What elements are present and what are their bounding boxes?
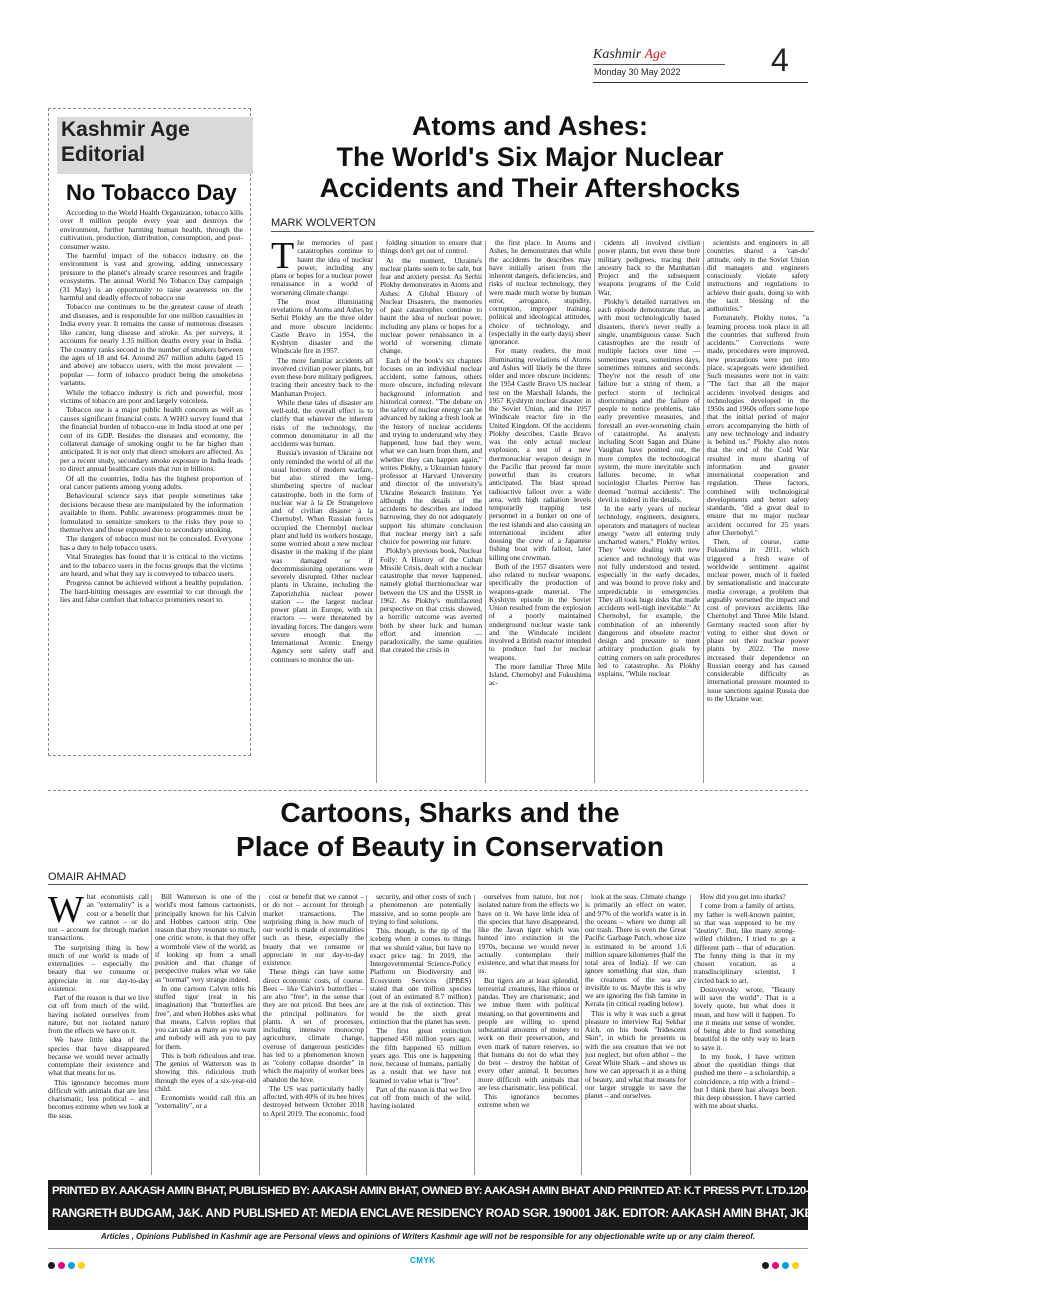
article2-title-line2: Place of Beauty in Conservation bbox=[236, 831, 664, 862]
article1-paragraph: The most illuminating revelations of Atoms and Ashes by Serhii Plokhy are the three older and more obscure incidents: Castle Bravo in 1954, the Kyshtym disaster and the Windscale fire in 1957. bbox=[271, 296, 373, 356]
article2-paragraph: This is why it was such a great pleasure to interview Raj Sekhar Aich, on his book "Iridescent Skin", in which he presents us with the sea creature that we not just neglect, but often abhor – the Great White Shark – and shows us how we can approach it as a thing of beauty, and what that means for our larger struggle to save the planet – and ourselves. bbox=[585, 1008, 686, 1100]
article1-column bbox=[271, 235, 373, 785]
registration-dot bbox=[78, 1262, 85, 1269]
article2-paragraph: Economists would call this an "externality", or a bbox=[155, 1093, 256, 1111]
page-number: 4 bbox=[771, 42, 789, 78]
article1-paragraph: Russia's invasion of Ukraine not only reminded the world of all the usual horrors of modern warfare, but also stirred the long-slumbering spectre of nuclear catastrophe, both in the form of nuclear war à la Dr Strangelove and of civilian disaster à la Chernobyl. When Russian forces occupied the Chernobyl nuclear plant and held its workers hostage, some worried about a new nuclear disaster in the making if the plant was damaged or if decommissioning operations were severely disrupted. Other nuclear plants in Ukraine, including the Zaporizhzhia nuclear power station — the largest nuclear power plant in Europe, with six reactors — were threatened by invading forces. The dangers were severe enough that the International Atomic Energy Agency sent safety staff and continues to monitor the un- bbox=[271, 448, 373, 664]
article2-paragraph: I come from a family of artists, my father is well-known painter, so that was supposed to be my "destiny". But, like many strong-willed children, I tried to go a different path – that of education. The funny thing is that in my chosen vocation, as a transdisciplinary scientist, I circled back to art. bbox=[694, 901, 795, 985]
article2-paragraph: In my book, I have written about the quotidian things that pushed me there – a scholarship, a coincidence, a trip with a friend – but I think there has always been this deep obsession. I have carried with me about sharks. bbox=[694, 1051, 795, 1111]
disclaimer: Articles , Opinions Published in Kashmir age are Personal views and opinions of Writers Kashmir age will not be responsible for any objectionable write up or any claim thereof. bbox=[100, 1232, 756, 1241]
article2-paragraph: ourselves from nature, but not isolated nature from the effects we have on it. We have little idea of the species that have disappeared, like the Javan tiger which was hunted into extinction in the 1970s, because we would never actually contemplate their existence, and what that means for us. bbox=[478, 892, 579, 976]
article2-paragraph: We have little idea of the species that have disappeared because we would never actually contemplate their existence and what that means for us. bbox=[48, 1035, 149, 1078]
cmyk-label: CMYK bbox=[410, 1256, 436, 1265]
masthead-date: Monday 30 May 2022 bbox=[594, 67, 681, 77]
article2-column bbox=[48, 889, 149, 1177]
editorial-paragraph: The dangers of tobacco must not be concealed. Everyone has a duty to help tobacco users. bbox=[60, 534, 243, 552]
article1-paragraph: Fortunately, Plokhy notes, "a learning process took place in all the countries that suffered from accidents." Corrections were made, procedures were improved, new precautions were put into place, scapegoats were identified. Such measures were not in vain: "The fact that all the major accidents involved designs and technologies developed in the 1950s and 1960s offers some hope that the initial period of major errors accompanying the birth of any new technology and industry is behind us." Plokhy also notes that the end of the Cold War resulted in more sharing of information and greater international cooperation and regulation. These factors, combined with technological developments and better safety standards, "did a great deal to ensure that no major nuclear accident occurred for 25 years after Chernobyl." bbox=[707, 313, 809, 537]
article1-title-line2: The World's Six Major Nuclear bbox=[336, 142, 724, 172]
editorial-title: No Tobacco Day bbox=[66, 180, 237, 205]
article2-paragraph: Dostoyevsky wrote, "Beauty will save the world". That is a lovely quote, but what does it mean, and how will it happen. To me it means our sense of wonder, of being able to find something beautiful is the only way to learn to save it. bbox=[694, 984, 795, 1052]
article2-paragraph: But tigers are at least splendid, terrestrial creatures, like rhinos or pandas. They are charismatic, and we imbue them with political meaning, so that governments and people are willing to spend substantial amounts of money to work on their preservation, and even mark of nature reserves, so that humans do not do what they do best – destroy the habitat of every other animal. It becomes more difficult with animals that are less charismatic, less political. bbox=[478, 975, 579, 1092]
article2-column bbox=[694, 893, 795, 1177]
article1-dropcap: T bbox=[271, 235, 295, 277]
article2-title-line1: Cartoons, Sharks and the bbox=[280, 797, 620, 828]
article1-paragraph: The more familiar Three Mile Island, Chernobyl and Fukushima ac- bbox=[489, 661, 591, 688]
article2-paragraph: cost or benefit that we cannot – or do not – account for through market transactions. The surprising thing is how much of our world is made of externalities such as these, especially the beauty that we consume or appreciate in our day-to-day existence. bbox=[263, 892, 364, 967]
registration-dot bbox=[48, 1262, 55, 1269]
editorial-paragraph: Progress cannot be achieved without a healthy population. The hard-hitting messages are essential to cut through the lies and false comfort that tobacco promoters resort to. bbox=[60, 578, 243, 605]
article2-byline: OMAIR AHMAD bbox=[48, 871, 127, 883]
article1-paragraph: Each of the book's six chapters focuses on an individual nuclear accident, some famous, others more obscure, including relevant background information and historical context. "The debate on the safety of nuclear energy can be advanced by taking a fresh look at the history of nuclear accidents and trying to understand why they happened, how bad they were, what we can learn from them, and whether they can happen again," writes Plokhy, a Ukrainian history professor at Harvard University and director of the university's Ukraine Research Institute. Yet although the details of the accidents he describes are indeed harrowing, they do not adequately support his ultimate conclusion that nuclear energy isn't a safe choice for powering our future. bbox=[380, 355, 482, 546]
editorial-label-line1: Kashmir Age bbox=[61, 118, 190, 141]
article1-paragraph: folding situation to ensure that things don't get out of control. bbox=[380, 238, 482, 256]
article1-paragraph: Both of the 1957 disasters were also related to nuclear weapons, specifically the production of weapons-grade material. The Kyshtym episode in the Soviet Union resulted from the explosion of a poorly maintained underground nuclear waste tank and the Windscale incident involved a British reactor intended to produce fuel for nuclear weapons. bbox=[489, 561, 591, 662]
article2-paragraph: What economists call an "externality" is a cost or a benefit that we cannot – or do not – account for through market transactions. bbox=[48, 889, 149, 943]
article2-paragraph: The surprising thing is how much of our world is made of externalities – especially the beauty that we consume or appreciate in our day-to-day existence. bbox=[48, 942, 149, 993]
article1-paragraph: Plokhy's previous book, Nuclear Folly: A History of the Cuban Missile Crisis, dealt with a nuclear catastrophe that never happened, namely global thermonuclear war between the US and the USSR in 1962. As Plokhy's multifaceted perspective on that crisis showed, a horrific outcome was averted both by sheer luck and human effort and intention — paradoxically, the same qualities that created the crisis in bbox=[380, 546, 482, 655]
article1-title bbox=[300, 111, 760, 204]
article2-column bbox=[585, 893, 686, 1177]
masthead-brand-part2: Age bbox=[644, 47, 667, 62]
article2-dropcap: W bbox=[48, 889, 84, 931]
article2-paragraph: The first great extinction happened 450 million years ago, the fifth happened 65 million years ago. This one is happening now, because of humans, partially as a result that we have not learned to value what is "free". bbox=[370, 1026, 471, 1085]
article1-column bbox=[380, 239, 482, 785]
article1-paragraph: cidents all involved civilian power plants, but even these bore military pedigrees, tracing their ancestry back to the Manhattan Project and the subsequent weapons programs of the Cold War. bbox=[598, 238, 700, 297]
editorial-paragraph: Tobacco use is a major public health concern as well as causes significant financial costs. A WHO survey found that the financial burden of tobacco-use in India stood at one per cent of its GDP. Besides the diseases and economy, the collateral damage of smoking ought to be far higher than anticipated. It is not only that direct smokers are affected. As per a recent study, secondary smoke exposure in India leads to direct annual healthcare costs that run in billions. bbox=[60, 405, 243, 474]
editorial-paragraph: Vital Strategies has found that it is critical to the victims and to the tobacco users in the focus groups that the victims are heard, and what they say is conveyed to tobacco users. bbox=[60, 552, 243, 579]
article1-title-line1: Atoms and Ashes: bbox=[411, 111, 649, 141]
article1-byline: MARK WOLVERTON bbox=[271, 217, 376, 229]
article2-paragraph: Part of the reason is that we live cut off from much of the wild, having isolated bbox=[370, 1084, 471, 1111]
editorial-paragraph: According to the World Health Organization, tobacco kills over 8 million people every year and destroys the environment, further harming human health, through the cultivation, production, distribution, consumption, and post-consumer waste. bbox=[60, 208, 243, 251]
article1-paragraph: the first place. In Atoms and Ashes, he demonstrates that while the accidents he describes may have initially arisen from the inherent dangers, deficiencies, and risks of nuclear technology, they were made much worse by human error, arrogance, stupidity, corruption, improper training, political and ideological attitudes, choice of technology, and (especially in the early days) sheer ignorance. bbox=[489, 238, 591, 346]
registration-dot bbox=[68, 1262, 75, 1269]
article2-paragraph: This is both ridiculous and true. The genius of Watterson was in showing this ridiculous truth through the eyes of a six-year-old child. bbox=[155, 1050, 256, 1093]
registration-dot bbox=[782, 1262, 789, 1269]
article2-paragraph: Part of the reason is that we live cut off from much of the wild, having isolated ourselves from nature, but not isolated nature from the effects we have on it. bbox=[48, 993, 149, 1035]
registration-dot bbox=[58, 1262, 65, 1269]
article2-paragraph: security, and other costs of such a phenomenon are potentially massive, and so some people are trying to find solutions. bbox=[370, 892, 471, 926]
editorial-paragraph: Of all the countries, India has the highest proportion of oral cancer patients among young adults. bbox=[60, 473, 243, 491]
editorial-paragraph: Tobacco use continues to be the greatest cause of death and diseases, and is responsible for one million casualties in India every year. It remains the cause of numerous diseases like cancer, lung disease and stroke. As per surveys, it accounts for nearly 1.35 million deaths every year in India. The country ranks second in the number of smokers between the ages of 18 and 64. Around 267 million adults (aged 15 and above) are tobacco users, with the most prevalent — popular — form of tobacco product being the smokeless variants. bbox=[60, 302, 243, 388]
article2-column bbox=[263, 893, 364, 1177]
article2-paragraph: These things can have some direct economic costs, of course. Bees – like Calvin's butterflies – are also "free", in the sense that they are not priced. But bees are the principal pollinators for plants. A set of processes, including intensive monocrop agriculture, climate change, overuse of dangerous pesticides has led to a phenomenon known as "colony collapse disorder" in which the majority of worker bees abandon the hive. bbox=[263, 967, 364, 1084]
editorial-body bbox=[60, 209, 243, 749]
editorial-label-line2: Editorial bbox=[61, 143, 146, 166]
article1-paragraph: In the early years of nuclear technology, engineers, designers, operators and managers of nuclear energy "were all entering truly uncharted waters," Plokhy writes. They "were dealing with new science and technology that was not fully understood and tested, especially in the early decades, and was bound to prove risky and unpredictable in emergencies. They all took huge risks that made accidents well-nigh inevitable." At Chernobyl, for example, the combination of an inherently dangerous and obsolete reactor design and pressure to meet arbitrary production goals by cutting corners on safe procedures led to catastrophe. As Plokhy explains, "While nuclear bbox=[598, 504, 700, 678]
article2-title bbox=[170, 796, 730, 864]
registration-dot bbox=[762, 1262, 769, 1269]
article1-paragraph: At the moment, Ukraine's nuclear plants seem to be safe, but fear and anxiety persist. As Serhii Plokhy demonstrates in Atoms and Ashes: A Global History of Nuclear Disasters, the memories of past catastrophes continue to haunt the idea of nuclear power, including any plans or hopes for a nuclear power renaissance in a world of worsening climate change. bbox=[380, 255, 482, 356]
article1-column bbox=[707, 239, 809, 785]
article2-paragraph: In one cartoon Calvin tells his stuffed tiger (real in his imagination) that "butterflies are free", and when Hobbes asks what that means, Calvin replies that you can take as many as you want and nobody will ask you to pay for them. bbox=[155, 983, 256, 1051]
article1-paragraph: scientists and engineers in all countries shared a 'can-do' attitude, only in the Soviet Union did managers and engineers consciously violate safety instructions and regulations to achieve their goals, doing so with the tacit blessing of the authorities." bbox=[707, 238, 809, 313]
article1-title-line3: Accidents and Their Aftershocks bbox=[319, 173, 741, 203]
article2-column bbox=[478, 893, 579, 1177]
editorial-paragraph: Behavioural science says that people sometimes take decisions because these are manipulated by the information available to them. Public awareness programmes must be formulated to sensitize smokers to the risks they pose to themselves and those exposed due to secondary smoking. bbox=[60, 491, 243, 535]
article1-column bbox=[598, 239, 700, 785]
article2-paragraph: This, though, is the tip of the iceberg when it comes to things that we should value, but have no exact price tag. In 2019, the Intergovernmental Science-Policy Platform on Biodiversity and Ecosystem Services (IPBES) stated that one million species (out of an estimated 8.7 million) are at the risk of extinction. This would be the sixth great extinction that the planet has seen. bbox=[370, 926, 471, 1026]
article2-column bbox=[370, 893, 471, 1177]
editorial-paragraph: The harmful impact of the tobacco industry on the environment is vast and growing, adding unnecessary pressure to the planet's already scarce resources and fragile ecosystems. The annual World No Tobacco Day campaign (31 May) is an opportunity to raise awareness on the harmful and deadly effects of tobacco use bbox=[60, 251, 243, 303]
masthead-brand-part1: Kashmir bbox=[593, 47, 645, 62]
registration-dots-right bbox=[762, 1256, 802, 1274]
masthead-brand bbox=[593, 47, 666, 63]
masthead bbox=[593, 42, 793, 80]
article2-paragraph: This ignorance becomes more difficult with animals that are less charismatic, less political – and becomes extreme when we look at the seas. bbox=[48, 1077, 149, 1120]
article1-paragraph: Then, of course, came Fukushima in 2011, which triggered a fresh wave of worldwide sentiment against nuclear power, much of it fueled by sensationalistic and inaccurate media coverage, a problem that arguably worsened the impact and cost of previous accidents like Chernobyl and Three Mile Island. Germany reacted soon after by voting to either shut down or phase out their nuclear power plants by 2022. The move increased their dependence on Russian energy and has caused considerable difficulty as international pressure mounted to issue sanctions against Russia due to the Ukraine war. bbox=[707, 537, 809, 703]
imprint-line2: RANGRETH BUDGAM, J&K. AND PUBLISHED AT: MEDIA ENCLAVE RESIDENCY ROAD SGR. 190001 J&K. EDITOR: AAKASH AMIN BHAT, JKENG/2006/23952 bbox=[52, 1206, 892, 1220]
article2-column bbox=[155, 893, 256, 1177]
article1-column bbox=[489, 239, 591, 785]
article2-paragraph: The US was particularly badly affected, with 40% of its bee hives destroyed between October 2018 to April 2019. The economic, food bbox=[263, 1083, 364, 1118]
article1-paragraph: Plokhy's detailed narratives on each episode demonstrate that, as with most technologically based disasters, there's never really a single, unambiguous cause. Such catastrophes are the result of multiple factors over time — sometimes years, sometimes days, sometimes minutes and seconds. They're not the result of one failure but a string of them, a perfect storm of technical shortcomings and the failure of people to notice problems, take early preventive measures, and forestall an ever-worsening chain of catastrophe. As analysts including Scott Sagan and Diane Vaughan have pointed out, the more complex the technological system, the more inevitable such failures become, in what sociologist Charles Perrow has deemed "normal accidents". The devil is indeed in the details. bbox=[598, 296, 700, 504]
registration-dot bbox=[792, 1262, 799, 1269]
registration-dots-left bbox=[48, 1256, 88, 1274]
article2-paragraph: This ignorance becomes extreme when we bbox=[478, 1092, 579, 1110]
article2-paragraph: look at the seas. Climate change is primarily an effect on water, and 97% of the world's water is in the oceans – where we dump all our trash. There is even the Great Pacific Garbage Patch, whose size is estimated to be around 1.6 million square kilometres (half the total area of India). If we can ignore something that size, than the creatures of the sea are invisible to us. Maybe this is why we are ignoring the fish famine in Kerala (in critical reading below). bbox=[585, 892, 686, 1009]
article2-paragraph: How did you get into sharks? bbox=[700, 892, 786, 901]
editorial-paragraph: While the tobacco industry is rich and powerful, most victims of tobacco are poor and largely voiceless. bbox=[60, 387, 243, 405]
article2-paragraph: Bill Watterson is one of the world's most famous cartoonists, principally known for his Calvin and Hobbes cartoon strip. One reason that they resonate so much, one critic wrote, is that they offer a wormhole view of the world, as if looking up from a small position and that change of perspective makes what we take as "normal" very strange indeed. bbox=[155, 892, 256, 984]
imprint-line1: PRINTED BY. AAKASH AMIN BHAT, PUBLISHED BY: AAKASH AMIN BHAT, OWNED BY: AAKASH AMIN BHAT AND PRINTED AT: K.T PRESS PVT. LTD.120- ELECTRONIC COMPLEX INDUSTRIAL ESTATE bbox=[52, 1185, 1044, 1197]
editorial-label bbox=[61, 117, 190, 167]
article1-paragraph: The more familiar accidents all involved civilian power plants, but even these bore military pedigrees, tracing their ancestry back to the Manhattan Project. bbox=[271, 355, 373, 398]
article1-paragraph: The memories of past catastrophes continue to haunt the idea of nuclear power, including any plans or hopes for a nuclear power renaissance in a world of worsening climate change. bbox=[271, 235, 373, 297]
registration-dot bbox=[772, 1262, 779, 1269]
article1-paragraph: For many readers, the most illuminating revelations of Atoms and Ashes will likely be the three older and more obscure incidents: the 1954 Castle Bravo US nuclear test on the Marshall Islands, the 1957 Kyshtym nuclear disaster in the Soviet Union, and the 1957 Windscale reactor fire in the United Kingdom. Of the accidents Plokhy describes, Castle Bravo was the only actual nuclear explosion, a test of a new thermonuclear weapon design in the Pacific that proved far more powerful than its creators anticipated. The blast spread radioactive fallout over a wide area, with high radiation levels temporarily trapping test personnel in a bunker on one of the test islands and also causing an international incident after dousing the crew of a Japanese fishing boat with fallout, later killing one crewman. bbox=[489, 346, 591, 562]
article1-paragraph: While these tales of disaster are well-told, the overall effect is to clarify that whatever the inherent risks of the technology, the common denominator in all the accidents was human. bbox=[271, 397, 373, 448]
